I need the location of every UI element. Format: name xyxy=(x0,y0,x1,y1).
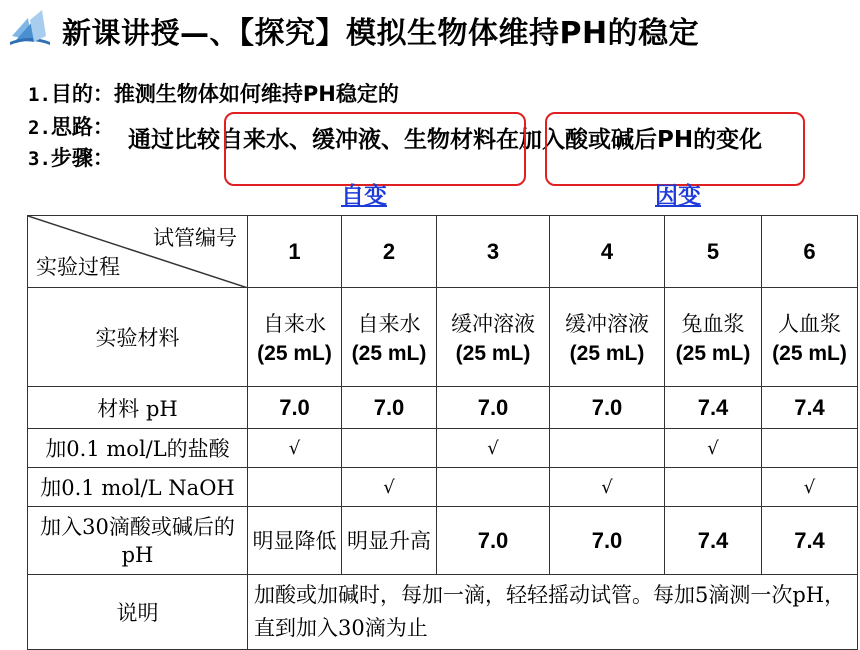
tube-number: 6 xyxy=(762,216,858,288)
row-label: 加入30滴酸或碱后的pH xyxy=(28,507,248,575)
material-name: 兔血浆 xyxy=(681,312,745,336)
experiment-table xyxy=(27,215,858,650)
check-cell: √ xyxy=(248,429,342,468)
page-title xyxy=(62,8,699,52)
title-main: 【探究】模拟生物体维持PH的稳定 xyxy=(239,16,700,51)
ph-cell: 7.0 xyxy=(342,387,437,429)
tube-number: 5 xyxy=(665,216,762,288)
material-cell xyxy=(665,288,762,387)
ph-cell: 7.4 xyxy=(665,387,762,429)
highlight-box-result xyxy=(545,112,805,186)
result-cell: 明显降低 xyxy=(248,507,342,575)
material-volume: (25 mL) xyxy=(455,342,531,365)
corner-bottom-label: 实验过程 xyxy=(36,255,120,279)
result-cell: 7.0 xyxy=(437,507,550,575)
table-row-ph xyxy=(28,387,858,429)
check-cell: √ xyxy=(550,468,665,507)
title-prefix: 新课讲授—、 xyxy=(62,16,240,50)
result-cell: 7.4 xyxy=(762,507,858,575)
tube-number: 3 xyxy=(437,216,550,288)
material-name: 缓冲溶液 xyxy=(451,312,535,336)
result-cell: 7.4 xyxy=(665,507,762,575)
idea-text: 通过比较自来水、缓冲液、生物材料在加入酸或碱后PH的变化 xyxy=(128,127,763,153)
tube-number: 4 xyxy=(550,216,665,288)
material-name: 自来水 xyxy=(263,312,326,336)
step-idea: 2.思路： xyxy=(28,115,114,139)
check-cell xyxy=(762,429,858,468)
ph-cell: 7.0 xyxy=(437,387,550,429)
material-name: 缓冲溶液 xyxy=(565,312,649,336)
book-icon xyxy=(8,6,54,46)
check-cell xyxy=(248,468,342,507)
result-cell: 明显升高 xyxy=(342,507,437,575)
material-name: 人血浆 xyxy=(778,312,841,336)
material-volume: (25 mL) xyxy=(675,342,751,365)
note-label: 说明 xyxy=(28,575,248,650)
material-name: 自来水 xyxy=(357,312,421,336)
check-cell: √ xyxy=(437,429,550,468)
independent-variable-label: 自变 xyxy=(341,183,387,209)
row-label: 实验材料 xyxy=(28,288,248,387)
step-procedure: 3.步骤： xyxy=(28,146,114,170)
material-cell xyxy=(762,288,858,387)
material-volume: (25 mL) xyxy=(351,342,427,365)
corner-top-label: 试管编号 xyxy=(153,226,237,250)
material-cell xyxy=(437,288,550,387)
check-cell xyxy=(550,429,665,468)
table-row-material xyxy=(28,288,858,387)
dependent-variable-label: 因变 xyxy=(655,183,701,209)
ph-cell: 7.4 xyxy=(762,387,858,429)
table-row-note xyxy=(28,575,858,650)
material-volume: (25 mL) xyxy=(772,342,847,365)
check-cell xyxy=(437,468,550,507)
table-header-row xyxy=(28,216,858,288)
table-row-acid xyxy=(28,429,858,468)
corner-cell xyxy=(28,216,248,288)
check-cell: √ xyxy=(342,468,437,507)
check-cell xyxy=(665,468,762,507)
tube-number: 1 xyxy=(248,216,342,288)
row-label: 加0.1 mol/L的盐酸 xyxy=(28,429,248,468)
material-cell xyxy=(248,288,342,387)
table-row-result xyxy=(28,507,858,575)
check-cell: √ xyxy=(665,429,762,468)
row-label: 材料 pH xyxy=(28,387,248,429)
row-label: 加0.1 mol/L NaOH xyxy=(28,468,248,507)
tube-number: 2 xyxy=(342,216,437,288)
note-text: 加酸或加碱时，每加一滴，轻轻摇动试管。每加5滴测一次pH，直到加入30滴为止 xyxy=(248,575,858,650)
material-volume: (25 mL) xyxy=(569,342,645,365)
material-cell xyxy=(550,288,665,387)
material-volume: (25 mL) xyxy=(257,342,332,365)
table-row-base xyxy=(28,468,858,507)
step-purpose: 1.目的：推测生物体如何维持PH稳定的 xyxy=(28,82,399,106)
ph-cell: 7.0 xyxy=(248,387,342,429)
check-cell xyxy=(342,429,437,468)
result-cell: 7.0 xyxy=(550,507,665,575)
highlight-box-materials xyxy=(224,112,526,186)
material-cell xyxy=(342,288,437,387)
check-cell: √ xyxy=(762,468,858,507)
ph-cell: 7.0 xyxy=(550,387,665,429)
